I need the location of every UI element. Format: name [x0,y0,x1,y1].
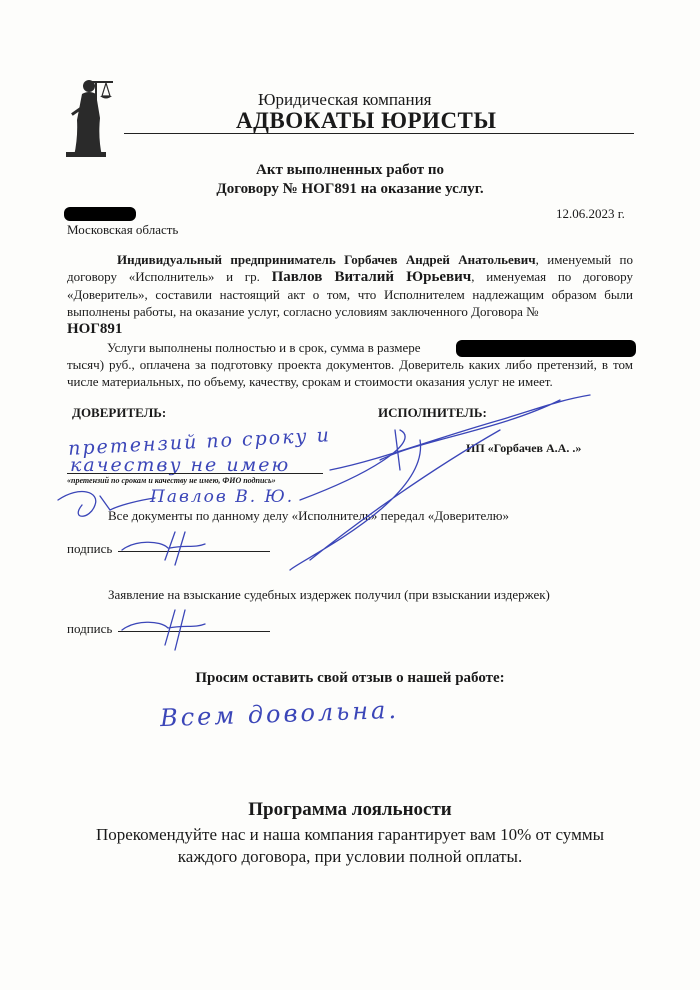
loyalty-text [0,824,700,868]
parties-text-a: , именуемый по договору «Исполнитель» и гр. [67,252,633,284]
company-name: АДВОКАТЫ ЮРИСТЫ [236,108,497,133]
signature-line-2 [118,631,270,632]
services-text-b: тысяч) руб., оплачена за подготовку проекта документов. Доверитель каких либо претензий, в том числе материальных, по объему, качеству, срокам и стоимости оказания услуг не имеет. [67,357,633,389]
document-title-line2: Договору № НОГ891 на оказание услуг. [216,181,484,197]
executor-name: ИП «Горбачев А.А. .» [466,441,582,455]
parties-text-b: , именуемая по договору «Доверитель», составили настоящий акт о том, что Исполнителем надлежащим образом были выполнены работы, на оказание услуг, согласно условиям заключенного Договора № [67,269,633,319]
document-title-line1: Акт выполненных работ по [255,162,445,178]
loyalty-title: Программа лояльности [248,799,452,820]
principal-signature-1 [122,532,205,565]
loyalty-text-line2: каждого договора, при условии полной оплаты. [177,847,523,866]
executor-label: ИСПОЛНИТЕЛЬ: [378,405,487,420]
documents-transfer-text: Все документы по данному делу «Исполнитель» передал «Доверителю» [108,508,510,523]
review-title: Просим оставить свой отзыв о нашей работе: [195,670,505,686]
handwriting-rule [67,473,323,474]
handwritten-no-claims-line2: качеству не имею [70,454,291,476]
themis-justice-icon [62,68,122,160]
redaction-amount [456,340,636,357]
document-title [0,161,700,199]
executor-intro: Индивидуальный предприниматель Горбачев Андрей Анатольевич [117,252,536,267]
parties-paragraph [67,251,633,338]
header-divider [124,133,634,134]
principal-label: ДОВЕРИТЕЛЬ: [72,405,167,420]
signature-label-1: подпись [67,541,113,556]
handwritten-review: Всем довольна. [159,695,400,733]
region: Московская область [67,222,179,237]
redaction-city [64,207,136,221]
contract-number: НОГ891 [67,321,123,337]
principal-name: Павлов Виталий Юрьевич [271,269,472,285]
principal-signature-2 [122,610,205,650]
executor-signature [290,395,590,570]
loyalty-text-line1: Порекомендуйте нас и наша компания гарантирует вам 10% от суммы [95,825,605,844]
company-type: Юридическая компания [258,90,432,109]
signature-line-1 [118,551,270,552]
document-date: 12.06.2023 г. [556,206,625,221]
handwritten-no-claims-line1: претензий по сроку и [67,424,332,460]
costs-statement-text: Заявление на взыскание судебных издержек получил (при взыскании издержек) [108,587,550,602]
signature-label-2: подпись [67,621,113,636]
services-text-a: Услуги выполнены полностью и в срок, сумма в размере [107,340,421,355]
handwritten-principal-name: Павлов В. Ю. [150,487,295,507]
handwriting-caption: «претензий по срокам и качеству не имею, ФИО подпись» [67,476,276,485]
